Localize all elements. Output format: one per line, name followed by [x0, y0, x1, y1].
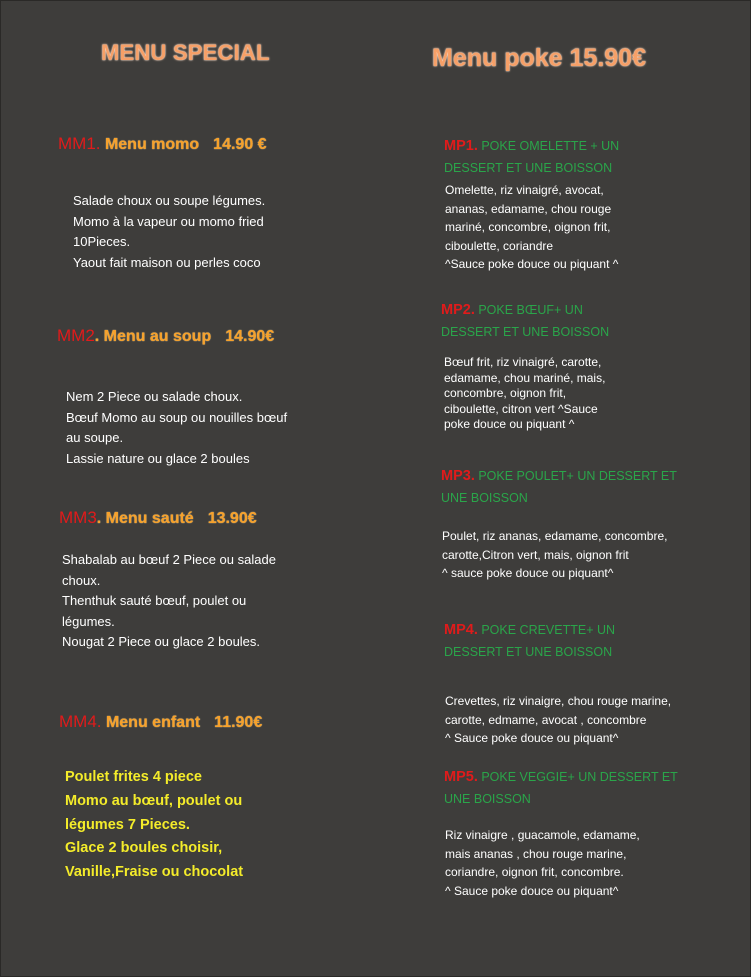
menu-name: . Menu au soup: [94, 328, 212, 345]
menu-line: Glace 2 boules choisir,: [65, 840, 223, 857]
poke-title-line: DESSERT ET UNE BOISSON: [441, 325, 610, 339]
menu-line: légumes 7 Pieces.: [65, 816, 190, 833]
poke-line: mais ananas , chou rouge marine,: [445, 846, 627, 861]
menu-line: Vanille,Fraise ou chocolat: [65, 864, 244, 881]
poke-title-line: POKE CREVETTE+ UN: [481, 623, 616, 637]
menu-line: Momo à la vapeur ou momo fried: [73, 213, 264, 229]
poke-line: ciboulette, citron vert ^Sauce: [444, 401, 598, 416]
menu-code: MM1.: [58, 134, 101, 153]
menu-description-mm1: [73, 191, 265, 273]
poke-heading-mp3: [441, 465, 677, 509]
menu-description-mm2: [66, 387, 287, 469]
poke-line: mariné, concombre, oignon frit,: [445, 220, 611, 234]
menu-name: Menu enfant: [105, 714, 201, 731]
poke-title-line: POKE OMELETTE + UN: [481, 139, 620, 153]
poke-line: Crevettes, riz vinaigre, chou rouge marine,: [445, 694, 672, 708]
menu-line: Momo au bœuf, poulet ou: [65, 792, 243, 809]
poke-line: Omelette, riz vinaigré, avocat,: [445, 183, 604, 197]
menu-line: légumes.: [62, 613, 115, 629]
menu-code: MM4.: [59, 712, 102, 731]
poke-line: ciboulette, coriandre: [445, 238, 554, 253]
poke-description-mp5: [445, 826, 640, 900]
menu-price: 14.90 €: [213, 136, 267, 153]
poke-code: MP4.: [444, 622, 478, 638]
poke-title-line: UNE BOISSON: [444, 792, 531, 806]
poke-description-mp3: [442, 527, 667, 583]
poke-line: carotte, edmame, avocat , concombre: [445, 712, 647, 727]
poke-heading-mp4: [444, 619, 615, 663]
menu-line: Salade choux ou soupe légumes.: [73, 193, 266, 208]
menu-name: Menu momo: [104, 136, 200, 153]
menu-name: . Menu sauté: [96, 510, 194, 527]
menu-line: 10Pieces.: [73, 234, 131, 249]
menu-description-mm4: [65, 766, 243, 885]
poke-line: carotte,Citron vert, mais, oignon frit: [442, 547, 629, 562]
menu-price: 14.90€: [225, 328, 275, 345]
poke-heading-mp1: [444, 135, 619, 179]
menu-heading-mm1: [58, 134, 267, 154]
menu-heading-mm2: [57, 326, 274, 346]
menu-line: Poulet frites 4 piece: [65, 769, 202, 785]
poke-description-mp2: [444, 355, 605, 433]
poke-title-line: DESSERT ET UNE BOISSON: [444, 161, 613, 175]
menu-line: Lassie nature ou glace 2 boules: [66, 450, 250, 466]
poke-line: coriandre, oignon frit, concombre.: [445, 865, 624, 879]
poke-title-line: POKE VEGGIE+ UN DESSERT ET: [481, 770, 678, 784]
poke-heading-mp5: [444, 766, 678, 810]
poke-code: MP2.: [441, 302, 475, 318]
menu-line: Nougat 2 Piece ou glace 2 boules.: [62, 634, 261, 649]
menu-line: Bœuf Momo au soup ou nouilles bœuf: [66, 409, 288, 425]
poke-line: Bœuf frit, riz vinaigré, carotte,: [444, 355, 602, 369]
menu-heading-mm3: [59, 508, 257, 528]
menu-description-mm3: [62, 550, 276, 653]
poke-title-line: DESSERT ET UNE BOISSON: [444, 645, 613, 659]
menu-poke-title: Menu poke 15.90€: [432, 44, 646, 72]
poke-title-line: UNE BOISSON: [441, 491, 528, 505]
poke-line: ananas, edamame, chou rouge: [445, 201, 612, 216]
poke-line: ^Sauce poke douce ou piquant ^: [445, 257, 619, 271]
menu-line: au soupe.: [66, 430, 124, 445]
menu-heading-mm4: [59, 712, 262, 732]
menu-code: MM2: [57, 326, 95, 345]
menu-line: Yaout fait maison ou perles coco: [73, 254, 261, 270]
poke-heading-mp2: [441, 299, 609, 343]
poke-code: MP3.: [441, 468, 475, 484]
poke-line: edamame, chou mariné, mais,: [444, 370, 606, 385]
poke-line: Poulet, riz ananas, edamame, concombre,: [442, 529, 668, 543]
poke-code: MP1.: [444, 138, 478, 154]
menu-line: Shabalab au bœuf 2 Piece ou salade: [62, 552, 276, 567]
menu-line: choux.: [62, 572, 101, 588]
poke-title-line: POKE POULET+ UN DESSERT ET: [478, 469, 677, 483]
poke-description-mp1: [445, 181, 618, 274]
poke-line: concombre, oignon frit,: [444, 386, 567, 400]
poke-code: MP5.: [444, 769, 478, 785]
poke-line: ^ sauce poke douce ou piquant^: [442, 566, 614, 580]
menu-line: Thenthuk sauté bœuf, poulet ou: [62, 593, 247, 608]
poke-line: ^ Sauce poke douce ou piquant^: [445, 883, 619, 898]
menu-code: MM3: [59, 508, 97, 527]
poke-line: poke douce ou piquant ^: [444, 417, 575, 431]
menu-special-title: MENU SPECIAL: [101, 40, 270, 65]
poke-line: ^ Sauce poke douce ou piquant^: [445, 731, 619, 745]
poke-line: Riz vinaigre , guacamole, edamame,: [445, 828, 640, 842]
menu-price: 13.90€: [207, 510, 257, 527]
menu-price: 11.90€: [214, 714, 263, 731]
poke-title-line: POKE BŒUF+ UN: [478, 303, 583, 317]
menu-line: Nem 2 Piece ou salade choux.: [66, 389, 243, 404]
poke-description-mp4: [445, 692, 671, 748]
